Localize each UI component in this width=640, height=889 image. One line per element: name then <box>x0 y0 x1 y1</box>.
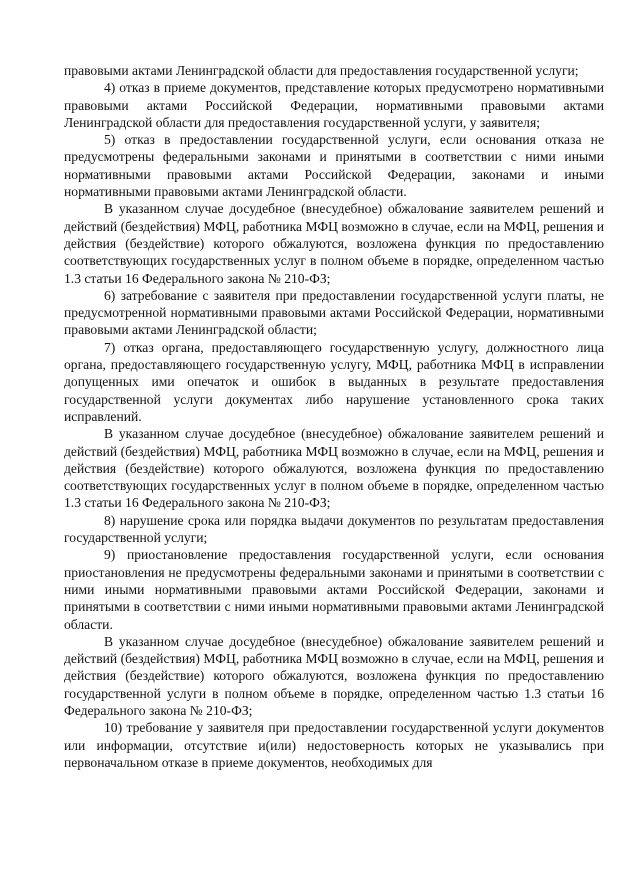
paragraph-note-2: В указанном случае досудебное (внесудебное) обжалование заявителем решений и действий (бездействия) МФЦ, работника МФЦ возможно в случае, если на МФЦ, решения и действия (бездействие) которого обжалуются, возложена функция по предоставлению соответствующих государственных услуг в полном объеме в порядке, определенном частью 1.3 статьи 16 Федерального закона № 210-ФЗ; <box>64 426 604 511</box>
document-body <box>64 62 604 771</box>
paragraph-item-8: 8) нарушение срока или порядка выдачи документов по результатам предоставления государственной услуги; <box>64 512 604 546</box>
paragraph-item-9: 9) приостановление предоставления государственной услуги, если основания приостановления не предусмотрены федеральными законами и принятыми в соответствии с ними иными нормативными правовыми актами Российской Федерации, законами и принятыми в соответствии с ними иными нормативными правовыми актами Ленинградской области. <box>64 547 604 632</box>
paragraph-continuation: правовыми актами Ленинградской области для предоставления государственной услуги; <box>64 63 579 78</box>
paragraph-item-4: 4) отказ в приеме документов, представление которых предусмотрено нормативными правовыми актами Российской Федерации, нормативными правовыми актами Ленинградской области для предоставления государственной услуги, у заявителя; <box>64 80 604 130</box>
paragraph-note-1: В указанном случае досудебное (внесудебное) обжалование заявителем решений и действий (бездействия) МФЦ, работника МФЦ возможно в случае, если на МФЦ, решения и действия (бездействие) которого обжалуются, возложена функция по предоставлению соответствующих государственных услуг в полном объеме в порядке, определенном частью 1.3 статьи 16 Федерального закона № 210-ФЗ; <box>64 201 604 286</box>
paragraph-note-3: В указанном случае досудебное (внесудебное) обжалование заявителем решений и действий (бездействия) МФЦ, работника МФЦ возможно в случае, если на МФЦ, решения и действия (бездействие) которого обжалуются, возложена функция по предоставлению государственной услуги в полном объеме в порядке, определенном частью 1.3 статьи 16 Федерального закона № 210-ФЗ; <box>64 633 604 718</box>
paragraph-item-6: 6) затребование с заявителя при предоставлении государственной услуги платы, не предусмотренной нормативными правовыми актами Российской Федерации, нормативными правовыми актами Ленинградской области; <box>64 287 604 338</box>
paragraph-item-7: 7) отказ органа, предоставляющего государственную услугу, должностного лица органа, предоставляющего государственную услугу, МФЦ, работника МФЦ в исправлении допущенных ими опечаток и ошибок в выданных в результате предоставления государственной услуги документах либо нарушение установленного срока таких исправлений. <box>64 339 604 424</box>
paragraph-item-5: 5) отказ в предоставлении государственной услуги, если основания отказа не предусмотрены федеральными законами и принятыми в соответствии с ними иными нормативными правовыми актами Российской Федерации, законами и иными нормативными правовыми актами Ленинградской области. <box>64 132 604 200</box>
paragraph-item-10: 10) требование у заявителя при предоставлении государственной услуги документов или информации, отсутствие и(или) недостоверность которых не указывались при первоначальном отказе в приеме документов, необходимых для <box>64 720 604 770</box>
